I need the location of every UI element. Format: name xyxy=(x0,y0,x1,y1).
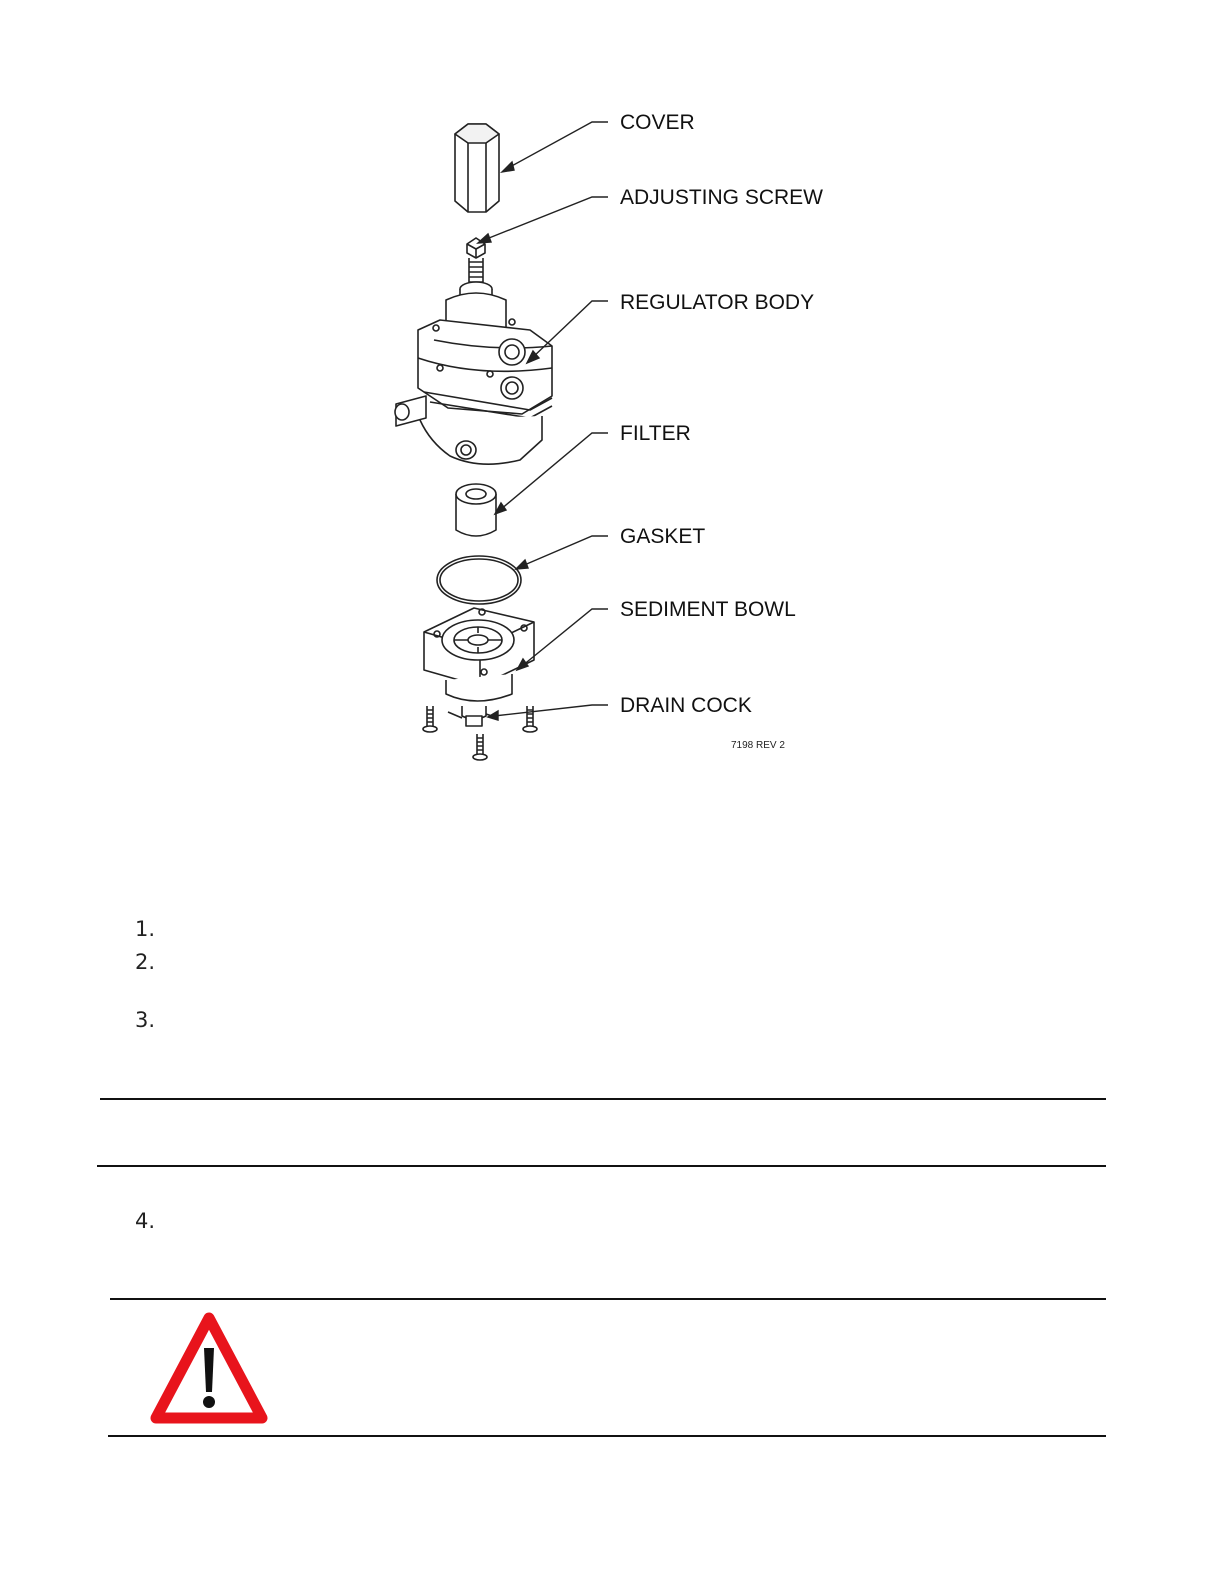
callout-gasket: GASKET xyxy=(620,525,706,548)
drawing-number: 7198 REV 2 xyxy=(731,740,785,751)
adjusting-screw-part xyxy=(467,238,485,286)
sediment-bowl-part xyxy=(424,608,534,701)
warning-top-rule xyxy=(110,1298,1106,1300)
step-number-4: 4. xyxy=(135,1209,156,1233)
gasket-part xyxy=(437,556,521,604)
note-top-rule xyxy=(100,1098,1106,1100)
callout-regulator-body: REGULATOR BODY xyxy=(620,291,815,314)
callout-sediment-bowl: SEDIMENT BOWL xyxy=(620,598,796,621)
step-number-1: 1. xyxy=(135,917,156,941)
note-bottom-rule xyxy=(97,1165,1106,1167)
warning-bottom-rule xyxy=(108,1435,1106,1437)
callout-cover: COVER xyxy=(620,111,695,134)
filter-part xyxy=(456,484,496,536)
step-number-3: 3. xyxy=(135,1008,156,1032)
regulator-body-part xyxy=(395,282,552,464)
step-number-2: 2. xyxy=(135,950,156,974)
warning-triangle-icon xyxy=(148,1310,270,1428)
callout-adjusting-screw: ADJUSTING SCREW xyxy=(620,186,824,209)
cover-part xyxy=(455,124,499,212)
callout-filter: FILTER xyxy=(620,422,691,445)
callout-drain-cock: DRAIN COCK xyxy=(620,694,752,717)
